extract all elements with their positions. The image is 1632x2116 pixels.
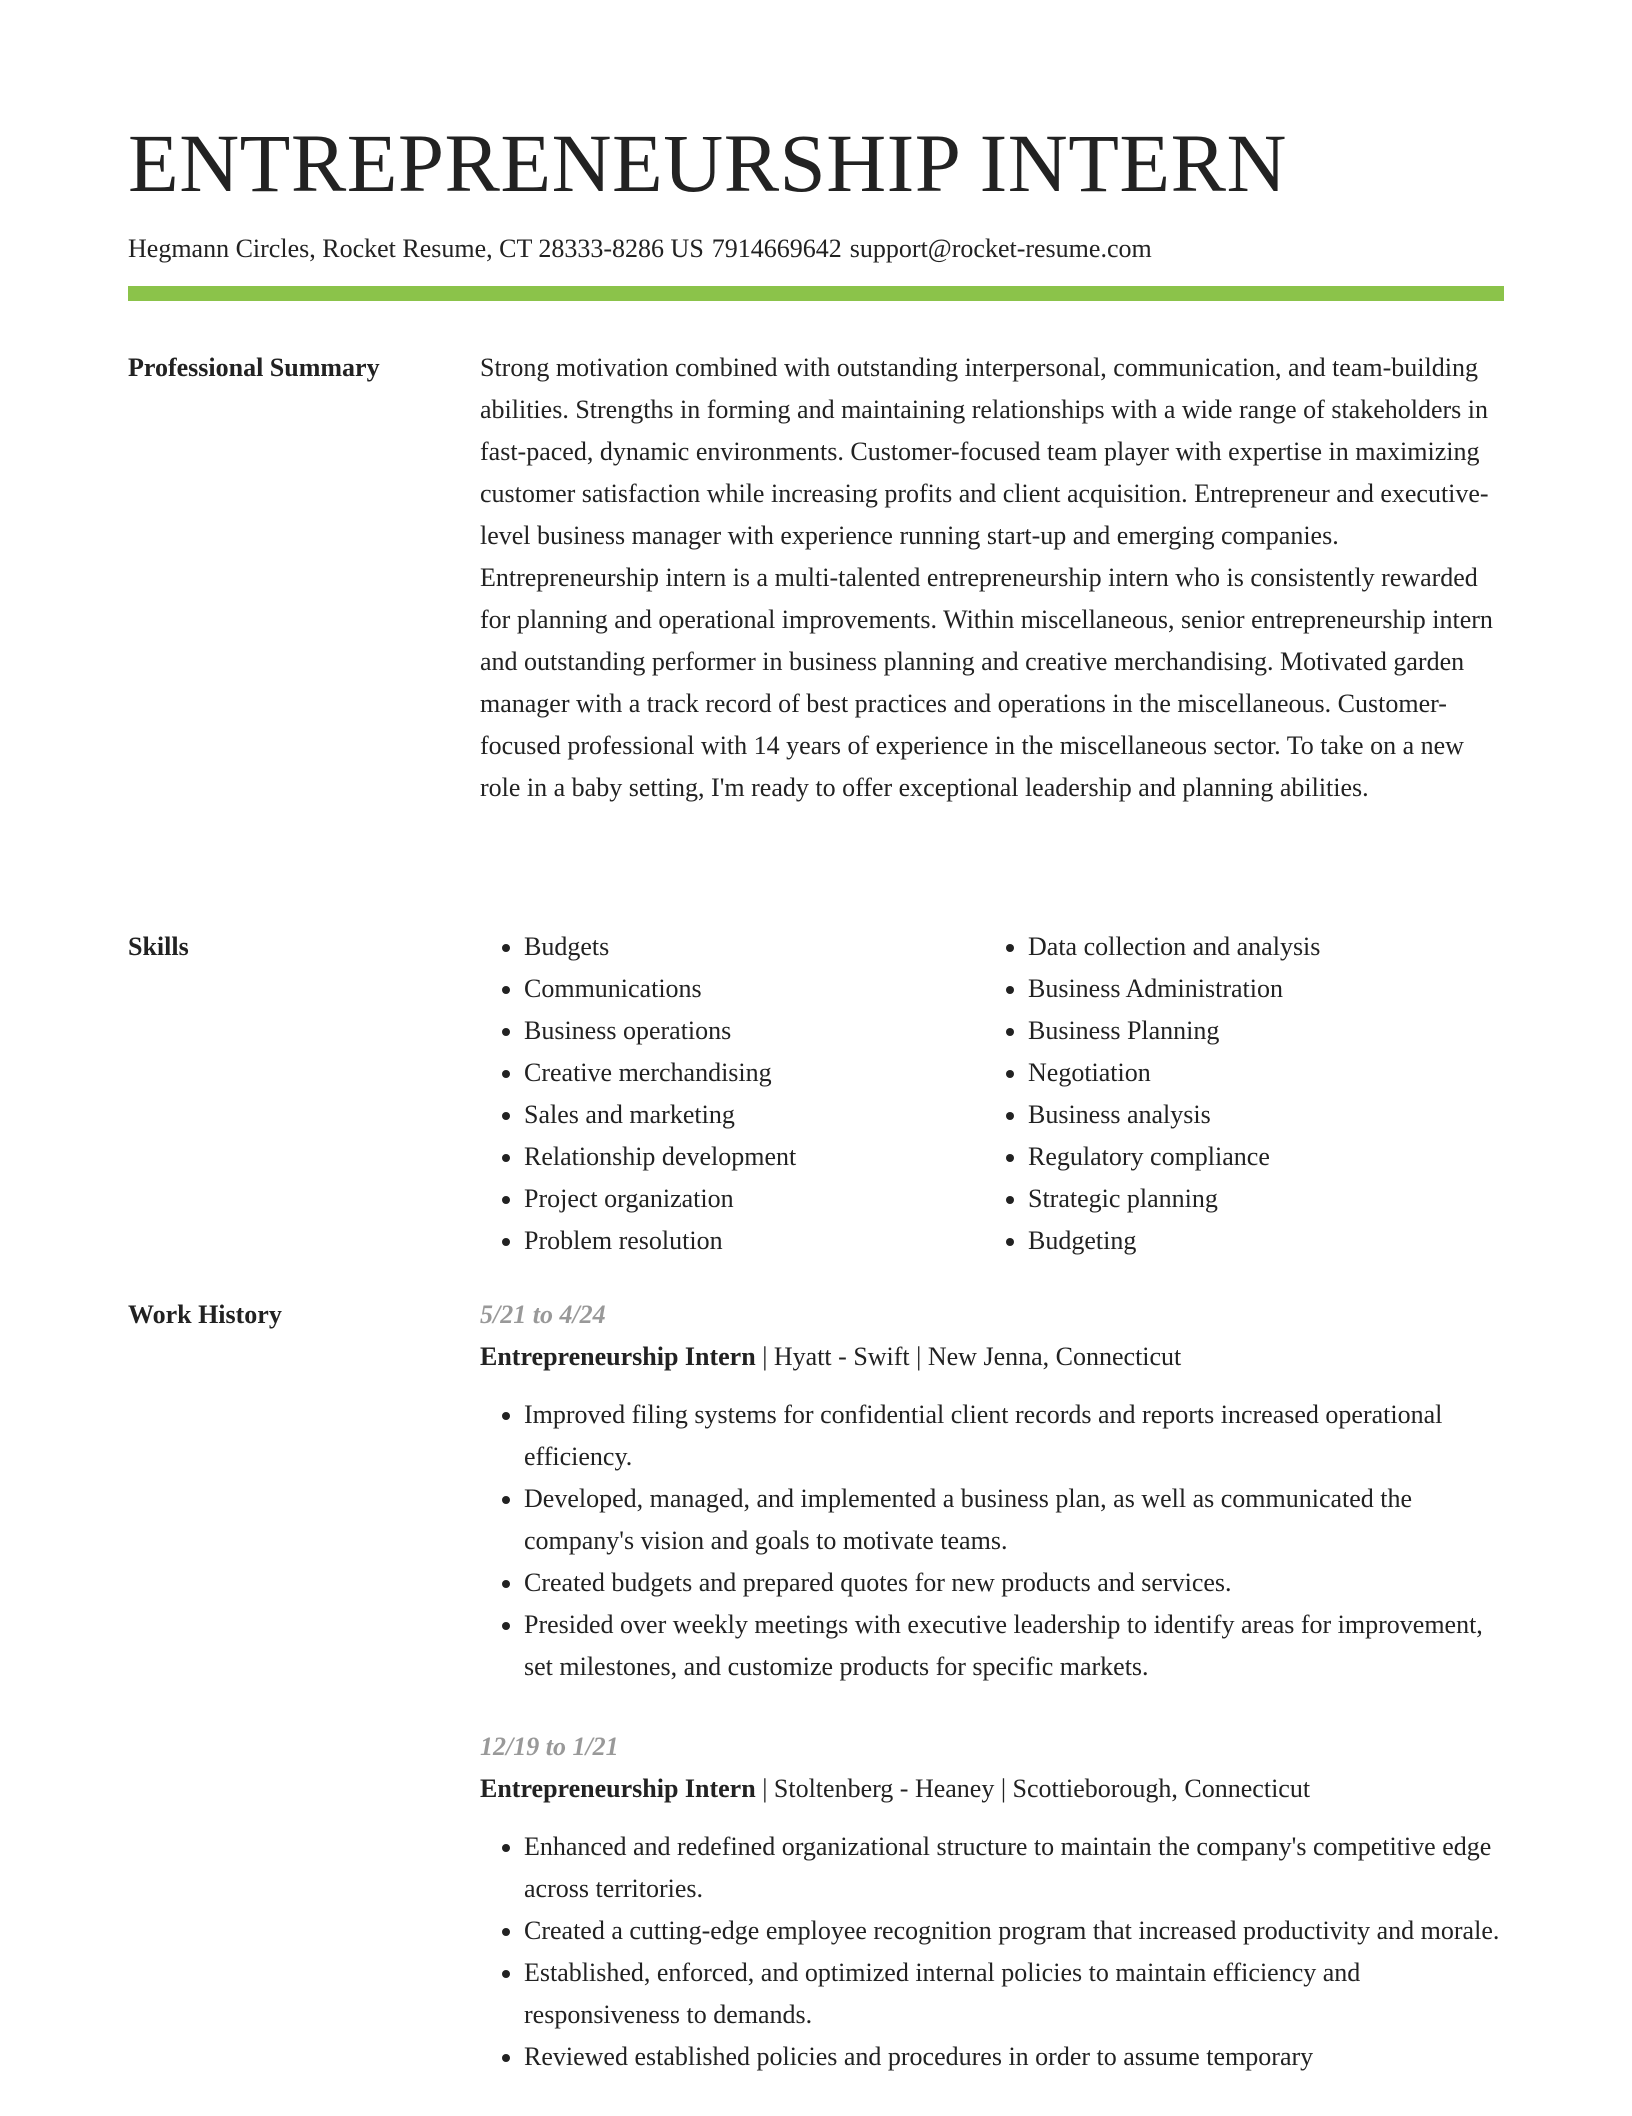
header-divider xyxy=(128,286,1504,301)
job-details: | Stoltenberg - Heaney | Scottieborough, Connecticut xyxy=(755,1774,1311,1803)
job-bullet: • Established, enforced, and optimized internal policies to maintain efficiency and responsiveness to demands. xyxy=(524,1952,1504,2036)
job-bullet: • Developed, managed, and implemented a business plan, as well as communicated the company's vision and goals to motivate teams. xyxy=(524,1478,1504,1562)
job-bullet: • Enhanced and redefined organizational structure to maintain the company's competitive edge across territories. xyxy=(524,1826,1504,1910)
contact-phone: 7914669642 xyxy=(711,234,842,263)
job-dates: 5/21 to 4/24 xyxy=(480,1300,606,1329)
job-title: Entrepreneurship Intern xyxy=(480,1342,756,1371)
job-bullet: • Created a cutting-edge employee recognition program that increased productivity and morale. xyxy=(524,1910,1504,1952)
job-bullet-list xyxy=(480,1826,1504,2078)
skill-item: • Creative merchandising xyxy=(524,1052,984,1094)
job-bullet: • Improved filing systems for confidential client records and reports increased operational efficiency. xyxy=(524,1394,1504,1478)
skill-item: • Negotiation xyxy=(1028,1052,1488,1094)
job-bullet: • Presided over weekly meetings with executive leadership to identify areas for improvement, set milestones, and customize products for specific markets. xyxy=(524,1604,1504,1688)
skill-item: • Data collection and analysis xyxy=(1028,926,1488,968)
contact-email: support@rocket-resume.com xyxy=(849,234,1152,263)
job-heading xyxy=(480,1768,1504,1810)
skill-item: • Problem resolution xyxy=(524,1220,984,1262)
skill-item: • Project organization xyxy=(524,1178,984,1220)
skills-body xyxy=(480,926,1504,1262)
skill-item: • Business operations xyxy=(524,1010,984,1052)
skills-list-left xyxy=(480,926,984,1262)
job-dates: 12/19 to 1/21 xyxy=(480,1732,619,1761)
skill-item: • Business Planning xyxy=(1028,1010,1488,1052)
skill-item: • Business analysis xyxy=(1028,1094,1488,1136)
skill-item: • Regulatory compliance xyxy=(1028,1136,1488,1178)
job-heading xyxy=(480,1336,1504,1378)
job-bullet: • Reviewed established policies and procedures in order to assume temporary xyxy=(524,2036,1504,2078)
contact-address: Hegmann Circles, Rocket Resume, CT 28333-8286 US xyxy=(128,234,704,263)
skill-item: • Relationship development xyxy=(524,1136,984,1178)
skill-item: • Budgets xyxy=(524,926,984,968)
skill-item: • Strategic planning xyxy=(1028,1178,1488,1220)
job-title: Entrepreneurship Intern xyxy=(480,1774,756,1803)
skills-heading: Skills xyxy=(128,932,189,961)
contact-line xyxy=(128,233,1160,265)
job-bullet-list xyxy=(480,1394,1504,1688)
job-entry xyxy=(480,1726,1504,2078)
skill-item: • Budgeting xyxy=(1028,1220,1488,1262)
job-bullet: • Created budgets and prepared quotes for new products and services. xyxy=(524,1562,1504,1604)
skill-item: • Communications xyxy=(524,968,984,1010)
work-body xyxy=(480,1294,1504,2116)
resume-name: ENTREPRENEURSHIP INTERN xyxy=(128,117,1287,209)
summary-heading: Professional Summary xyxy=(128,353,380,382)
job-entry xyxy=(480,1294,1504,1688)
skills-list-right xyxy=(984,926,1488,1262)
skill-item: • Sales and marketing xyxy=(524,1094,984,1136)
work-heading: Work History xyxy=(128,1300,282,1329)
summary-body xyxy=(480,347,1504,809)
job-details: | Hyatt - Swift | New Jenna, Connecticut xyxy=(755,1342,1182,1371)
summary-text: Strong motivation combined with outstanding interpersonal, communication, and team-building abilities. Strengths in forming and maintaining relationships with a wide range of stakeholders in fast-paced, dynamic environments. Customer-focused team player with expertise in maximizing customer satisfaction while increasing profits and client acquisition. Entrepreneur and executive-level business manager with experience running start-up and emerging companies. Entrepreneurship intern is a multi-talented entrepreneurship intern who is consistently rewarded for planning and operational improvements. Within miscellaneous, senior entrepreneurship intern and outstanding performer in business planning and creative merchandising. Motivated garden manager with a track record of best practices and operations in the miscellaneous. Customer-focused professional with 14 years of experience in the miscellaneous sector. To take on a new role in a baby setting, I'm ready to offer exceptional leadership and planning abilities. xyxy=(480,353,1493,802)
skill-item: • Business Administration xyxy=(1028,968,1488,1010)
